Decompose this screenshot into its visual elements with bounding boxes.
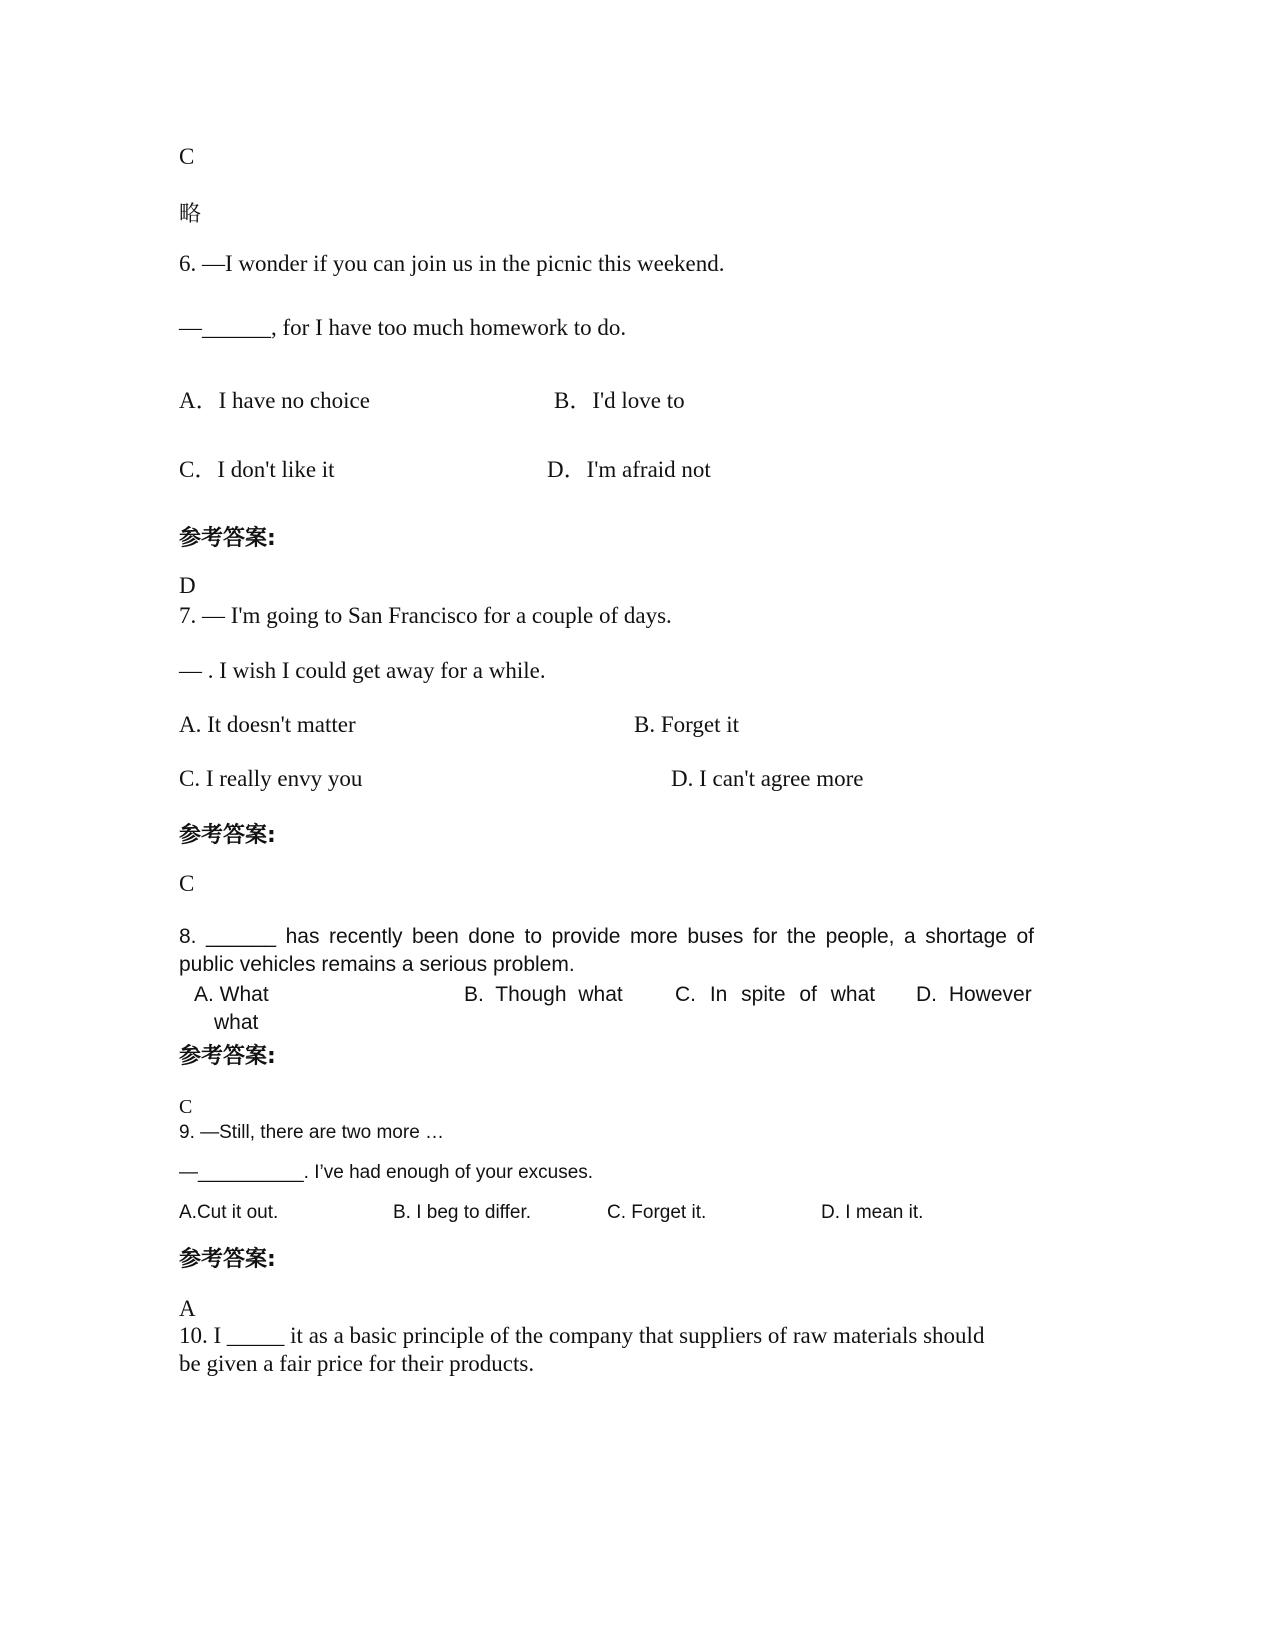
q9-option-b: B. I beg to differ.: [393, 1202, 532, 1223]
q9-stem: 9. —Still, there are two more …: [179, 1122, 445, 1143]
q6-ref-label: 参考答案:: [179, 526, 276, 551]
q8-option-a: A. What: [194, 983, 269, 1006]
q8-option-b: B. Though what: [464, 983, 623, 1006]
previous-answer-note: 略: [179, 202, 202, 227]
q8-stem-line1: 8. ______ has recently been done to provide more buses for the people, a shortage of: [179, 925, 1034, 948]
q6-option-c: C．I don't like it: [179, 457, 335, 482]
q7-option-c: C. I really envy you: [179, 766, 363, 791]
q9-option-d: D. I mean it.: [821, 1202, 924, 1223]
q7-answer: C: [179, 871, 195, 896]
q8-ref-label: 参考答案:: [179, 1044, 276, 1069]
q7-option-b: B. Forget it: [634, 712, 740, 737]
q8-option-d: D. However: [916, 983, 1032, 1006]
q8-option-c: C. In spite of what: [675, 983, 876, 1006]
q6-option-b: B．I'd love to: [554, 388, 685, 413]
q9-option-a: A.Cut it out.: [179, 1202, 279, 1223]
q7-option-a: A. It doesn't matter: [179, 712, 356, 737]
q6-reply: —______, for I have too much homework to do.: [179, 315, 627, 340]
q9-answer: A: [179, 1296, 196, 1321]
q9-option-c: C. Forget it.: [607, 1202, 707, 1223]
q8-answer: C: [179, 1096, 193, 1118]
q7-stem: 7. — I'm going to San Francisco for a couple of days.: [179, 603, 672, 628]
q10-stem-line1: 10. I _____ it as a basic principle of the company that suppliers of raw materials should: [179, 1323, 985, 1348]
q6-answer: D: [179, 573, 196, 598]
q7-ref-label: 参考答案:: [179, 823, 276, 848]
q9-ref-label: 参考答案:: [179, 1247, 276, 1272]
q8-option-a-wrap: what: [214, 1011, 259, 1034]
q8-stem-line2: public vehicles remains a serious problem.: [179, 953, 575, 976]
q9-reply: —__________. I’ve had enough of your excuses.: [179, 1162, 594, 1183]
q7-reply: — . I wish I could get away for a while.: [179, 658, 546, 683]
previous-answer: C: [179, 144, 195, 169]
q6-option-d: D．I'm afraid not: [547, 457, 711, 482]
q10-stem-line2: be given a fair price for their products.: [179, 1351, 535, 1376]
q6-stem: 6. —I wonder if you can join us in the picnic this weekend.: [179, 251, 725, 276]
q7-option-d: D. I can't agree more: [671, 766, 864, 791]
q6-option-a: A．I have no choice: [179, 388, 370, 413]
